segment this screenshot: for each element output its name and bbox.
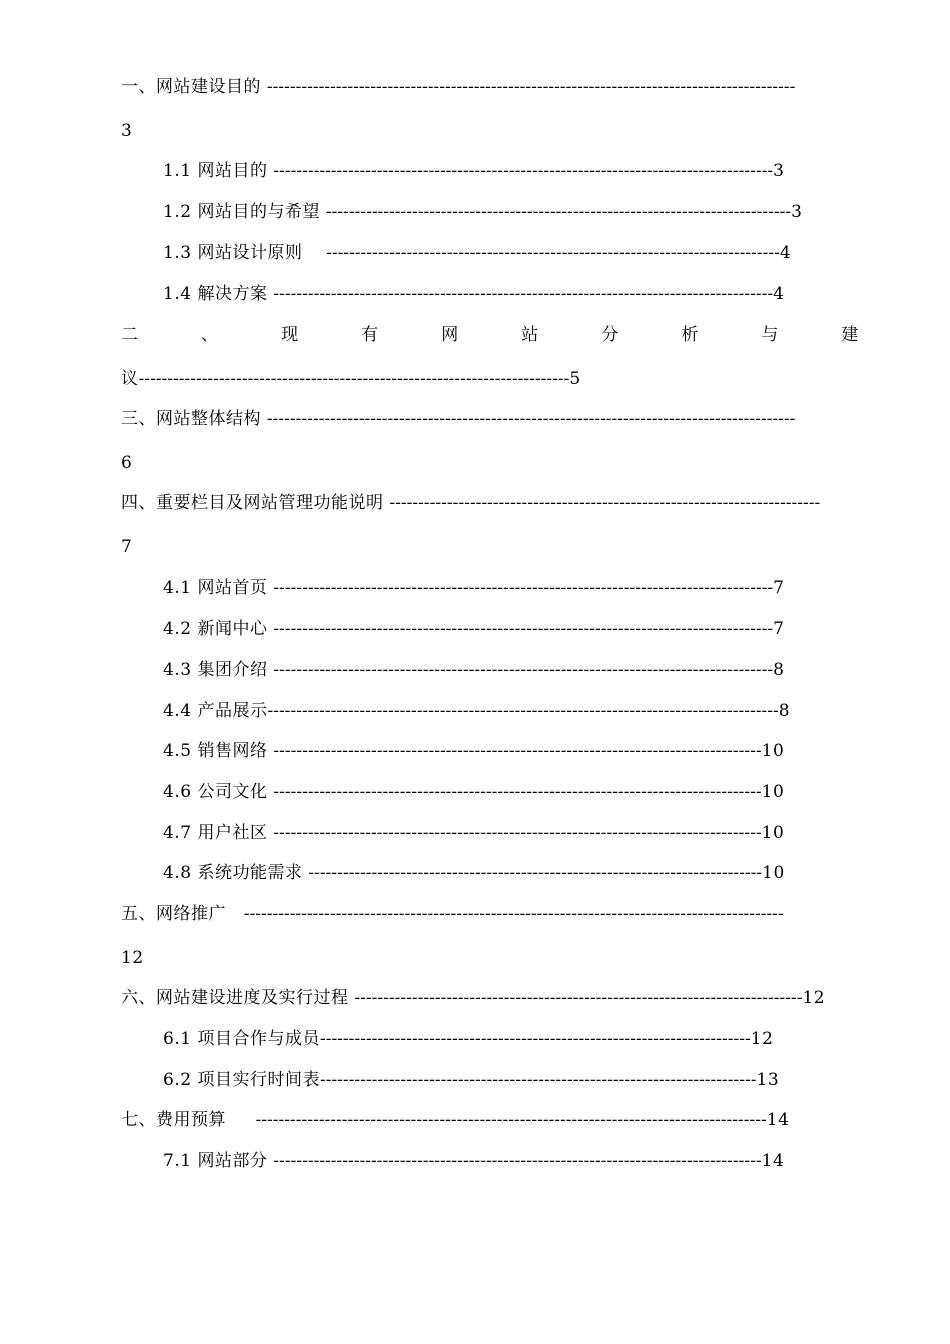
toc-title: 五、网络推广 <box>121 904 226 924</box>
toc-leader: --------------------------------------------------------------------------- <box>138 369 570 389</box>
toc-title: 七、费用预算 <box>121 1110 226 1130</box>
toc-title-char: 与 <box>761 325 779 345</box>
toc-entry-6-1[interactable] <box>163 1028 859 1050</box>
toc-page-number: 12 <box>121 948 144 968</box>
toc-leader: --------------------------------------------------------------------------------------- <box>273 660 774 680</box>
toc-title: 1.2 网站目的与希望 <box>163 202 320 222</box>
toc-title-tail: 议 <box>121 369 139 389</box>
toc-leader: ------------------------------------------------------------------------------------- <box>273 1151 762 1171</box>
toc-title: 四、重要栏目及网站管理功能说明 <box>121 493 384 513</box>
toc-title: 4.4 产品展示 <box>163 701 268 721</box>
toc-title: 1.3 网站设计原则 <box>163 243 303 263</box>
toc-title: 一、网站建设目的 <box>121 77 261 97</box>
toc-page-number: 7 <box>773 619 785 639</box>
toc-leader: --------------------------------------------------------------------------- <box>389 493 821 513</box>
toc-leader: ------------------------------------------------------------------------------------- <box>273 741 762 761</box>
toc-entry-4-3[interactable] <box>163 659 859 681</box>
toc-entry-4-8[interactable] <box>163 862 859 884</box>
toc-entry-7-1[interactable] <box>163 1150 859 1172</box>
toc-title-char: 有 <box>361 325 379 345</box>
toc-title: 4.6 公司文化 <box>163 782 268 802</box>
toc-entry-1-3[interactable] <box>163 242 859 264</box>
toc-leader: --------------------------------------------------------------------------------------- <box>273 284 774 304</box>
toc-page-number: 10 <box>761 741 785 761</box>
toc-page-number: 13 <box>756 1070 780 1090</box>
toc-title: 4.1 网站首页 <box>163 578 268 598</box>
toc-page-number: 4 <box>773 284 785 304</box>
toc-page-number: 6 <box>121 453 133 473</box>
toc-title: 4.8 系统功能需求 <box>163 863 303 883</box>
toc-leader: ------------------------------------------------------------------------------------- <box>273 823 762 843</box>
toc-entry-h5[interactable] <box>121 903 859 925</box>
toc-page-number: 12 <box>750 1029 774 1049</box>
toc-page-number: 8 <box>778 701 791 721</box>
toc-title: 6.2 项目实行时间表 <box>163 1070 320 1090</box>
toc-leader: ------------------------------------------------------------------------------- <box>326 243 780 263</box>
toc-entry-4-4[interactable] <box>163 700 859 722</box>
toc-leader: ----------------------------------------------------------------------------------------- <box>267 701 779 721</box>
toc-leader: --------------------------------------------------------------------------- <box>319 1029 751 1049</box>
toc-entry-h4[interactable] <box>121 492 859 514</box>
toc-leader: ----------------------------------------------------------------------------------------- <box>255 1110 767 1130</box>
toc-page-number: 5 <box>569 369 581 389</box>
toc-title: 4.7 用户社区 <box>163 823 268 843</box>
toc-entry-4-5[interactable] <box>163 740 859 762</box>
toc-entry-1-1[interactable] <box>163 160 859 182</box>
toc-entry-4-2[interactable] <box>163 618 859 640</box>
toc-leader: --------------------------------------------------------------------------------------- <box>273 161 774 181</box>
toc-entry-1-2[interactable] <box>163 201 859 223</box>
toc-entry-h6[interactable] <box>121 987 859 1009</box>
toc-title: 4.3 集团介绍 <box>163 660 268 680</box>
toc-entry-h2-cont <box>121 368 721 390</box>
toc-title-char: 站 <box>521 325 539 345</box>
toc-entry-1-4[interactable] <box>163 283 859 305</box>
toc-leader: --------------------------------------------------------------------------------------- <box>273 619 774 639</box>
toc-leader: -------------------------------------------------------------------------------------------- <box>266 77 796 97</box>
toc-entry-4-6[interactable] <box>163 781 859 803</box>
toc-page-number: 14 <box>761 1151 785 1171</box>
toc-title-char: 现 <box>281 325 299 345</box>
toc-title-char: 二 <box>121 325 139 345</box>
toc-leader: ------------------------------------------------------------------------------ <box>354 988 803 1008</box>
toc-title: 7.1 网站部分 <box>163 1151 268 1171</box>
toc-page-number: 14 <box>766 1110 790 1130</box>
toc-title: 6.1 项目合作与成员 <box>163 1029 320 1049</box>
toc-leader: --------------------------------------------------------------------------------------- <box>273 578 774 598</box>
toc-leader: ---------------------------------------------------------------------------- <box>319 1070 757 1090</box>
toc-page-number: 7 <box>121 537 133 557</box>
toc-title: 1.1 网站目的 <box>163 161 268 181</box>
toc-title-char: 分 <box>601 325 619 345</box>
toc-entry-h2[interactable] <box>121 324 859 346</box>
toc-entry-h7[interactable] <box>121 1109 859 1131</box>
toc-page-number: 10 <box>762 863 785 883</box>
toc-title: 1.4 解决方案 <box>163 284 268 304</box>
toc-entry-h3[interactable] <box>121 408 859 430</box>
toc-leader: ------------------------------------------------------------------------------------- <box>273 782 762 802</box>
toc-page-number: 3 <box>773 161 785 181</box>
toc-title-char: 网 <box>441 325 459 345</box>
toc-entry-4-7[interactable] <box>163 822 859 844</box>
toc-title: 六、网站建设进度及实行过程 <box>121 988 349 1008</box>
toc-page-number: 3 <box>791 202 803 222</box>
toc-page-number: 4 <box>779 243 792 263</box>
toc-page-number: 10 <box>761 782 785 802</box>
toc-page-number: 3 <box>121 121 133 141</box>
toc-title: 4.2 新闻中心 <box>163 619 268 639</box>
toc-page-number: 7 <box>773 578 785 598</box>
toc-title-char: 、 <box>201 325 219 345</box>
toc-page-number: 12 <box>802 988 826 1008</box>
toc-entry-4-1[interactable] <box>163 577 859 599</box>
toc-leader: --------------------------------------------------------------------------------- <box>325 202 792 222</box>
toc-entry-6-2[interactable] <box>163 1069 859 1091</box>
toc-title-char: 析 <box>681 325 699 345</box>
toc-title-char: 建 <box>841 325 859 345</box>
toc-leader: ---------------------------------------------------------------------------------------------- <box>243 904 784 924</box>
toc-entry-h1[interactable] <box>121 76 859 98</box>
toc-title: 4.5 销售网络 <box>163 741 268 761</box>
toc-leader: -------------------------------------------------------------------------------------------- <box>266 409 796 429</box>
toc-page-number: 8 <box>773 660 785 680</box>
toc-title: 三、网站整体结构 <box>121 409 261 429</box>
toc-page-number: 10 <box>761 823 785 843</box>
toc-leader: ------------------------------------------------------------------------------- <box>308 863 763 883</box>
